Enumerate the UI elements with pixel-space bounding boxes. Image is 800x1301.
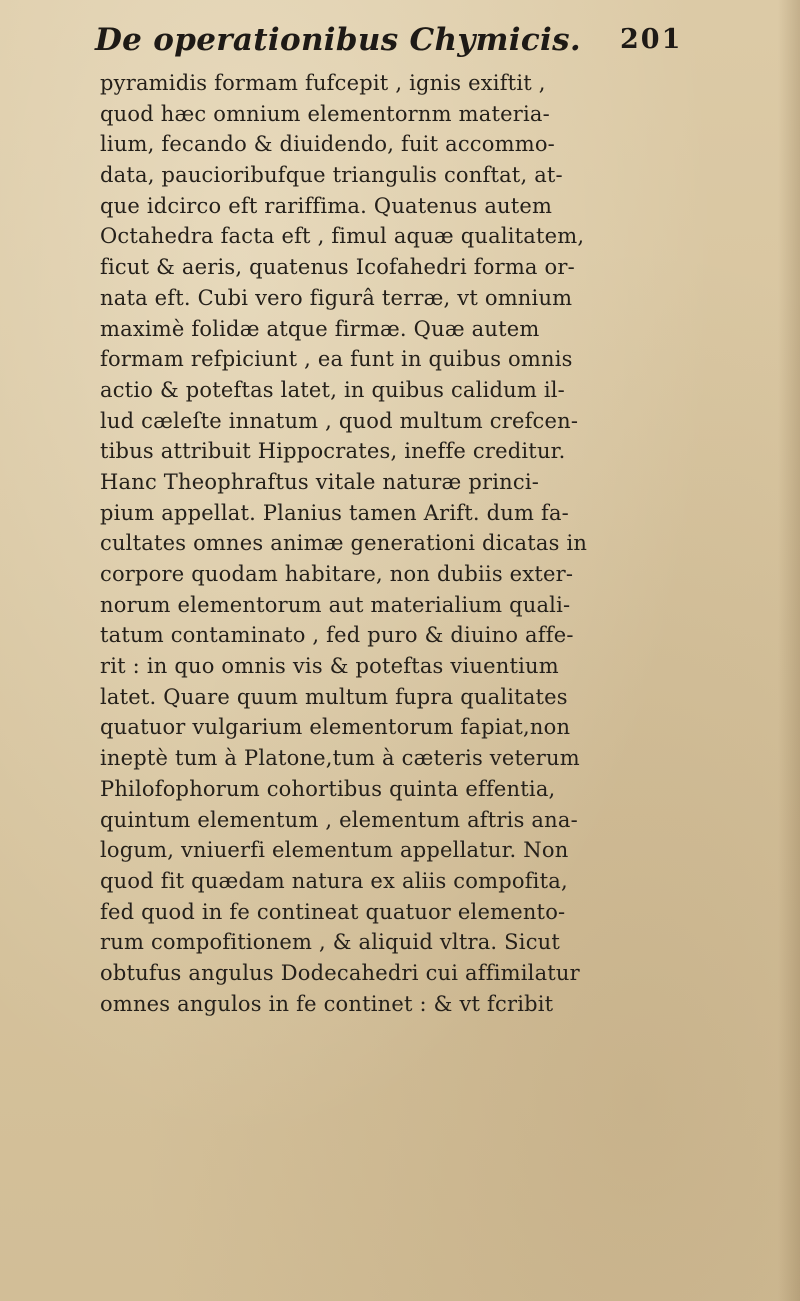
page-edge-shadow xyxy=(778,0,800,1301)
body-text xyxy=(100,68,720,1019)
text-line: pyramidis formam fufcepit , ignis exiftit , xyxy=(100,71,546,95)
text-line: quintum elementum , elementum aftris ana- xyxy=(100,807,578,832)
text-line: actio & poteftas latet, in quibus calidum il- xyxy=(100,377,565,402)
text-line: ineptè tum à Platone,tum à cæteris veterum xyxy=(100,746,580,771)
running-title: De operationibus Chymicis. xyxy=(95,22,581,58)
text-line: norum elementorum aut materialium quali- xyxy=(100,592,571,617)
text-line: nata eft. Cubi vero figurâ terræ, vt omnium xyxy=(100,285,573,310)
text-line: Octahedra facta eft , fimul aquæ qualitatem, xyxy=(100,224,585,249)
text-line: que idcirco eft rariffima. Quatenus autem xyxy=(100,193,553,218)
text-line: quatuor vulgarium elementorum fapiat,non xyxy=(100,715,571,740)
text-line: latet. Quare quum multum fupra qualitates xyxy=(100,684,568,709)
text-line: pium appellat. Planius tamen Arift. dum fa- xyxy=(100,500,569,525)
text-line: Philofophorum cohortibus quinta effentia, xyxy=(100,776,556,801)
running-head xyxy=(95,22,715,66)
text-line: obtufus angulus Dodecahedri cui affimilatur xyxy=(100,960,580,985)
text-line: Hanc Theophraftus vitale naturæ princi- xyxy=(100,469,540,494)
text-line: omnes angulos in fe continet : & vt fcribit xyxy=(100,991,554,1016)
text-line: tatum contaminato , fed puro & diuino affe- xyxy=(100,623,574,648)
text-line: tibus attribuit Hippocrates, ineffe creditur. xyxy=(100,439,566,464)
text-line: quod hæc omnium elementornm materia- xyxy=(100,101,550,126)
text-line: logum, vniuerfi elementum appellatur. Non xyxy=(100,838,569,863)
text-line: fed quod in fe contineat quatuor elemento- xyxy=(100,899,566,924)
text-line: ficut & aeris, quatenus Icofahedri forma or- xyxy=(100,255,575,280)
text-line: data, paucioribufque triangulis conftat, at- xyxy=(100,163,563,188)
text-line: lud cæleſte innatum , quod multum crefcen- xyxy=(100,408,579,433)
text-line: maximè folidæ atque firmæ. Quæ autem xyxy=(100,316,540,341)
text-line: corpore quodam habitare, non dubiis exter- xyxy=(100,562,574,586)
text-line: cultates omnes animæ generationi dicatas in xyxy=(100,531,588,556)
text-line: lium, fecando & diuidendo, fuit accommo- xyxy=(100,132,555,157)
page-number: 201 xyxy=(620,24,683,55)
text-line: rit : in quo omnis vis & poteftas viuentium xyxy=(100,654,559,679)
text-line: rum compofitionem , & aliquid vltra. Sicut xyxy=(100,930,561,955)
text-line: formam refpiciunt , ea funt in quibus omnis xyxy=(100,347,573,372)
text-line: quod fit quædam natura ex aliis compofita, xyxy=(100,868,568,893)
